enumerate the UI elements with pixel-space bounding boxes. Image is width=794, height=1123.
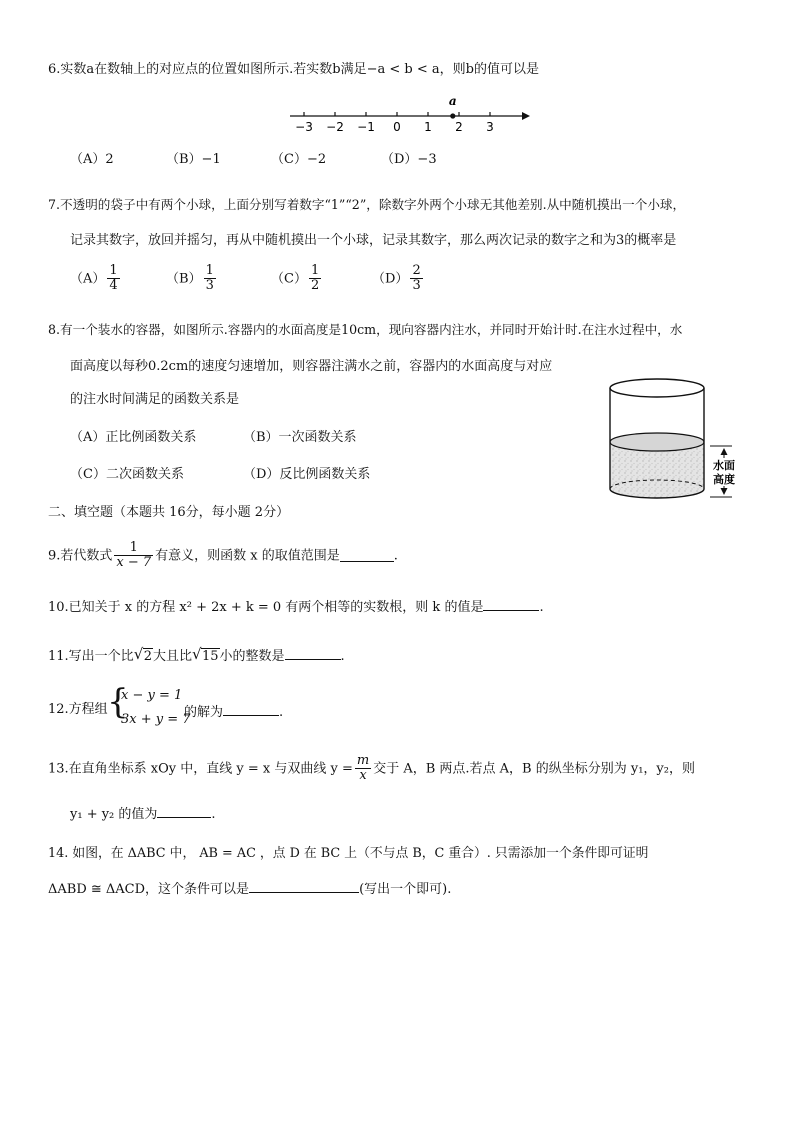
q6-stem: 6.实数a在数轴上的对应点的位置如图所示.若实数b满足−a < b < a，则b的值可以是	[48, 62, 539, 77]
number-line-tick-label: −1	[357, 120, 375, 134]
q7-option-a-den: 4	[109, 278, 118, 294]
q7-option-a	[70, 264, 122, 294]
q9-prefix: 9.若代数式	[48, 548, 113, 564]
container-rim	[610, 379, 704, 397]
q9-period: .	[393, 548, 398, 564]
q7-option-d-label: （D）	[372, 271, 409, 287]
q12-prefix: 12.方程组	[48, 702, 108, 717]
q7-option-d	[372, 264, 425, 294]
q7-line1: 7.不透明的袋子中有两个小球，上面分别写着数字“1”“2”，除数字外两个小球无其他差别.从中随机摸出一个小球，	[48, 197, 686, 212]
q8-option-b: （B）一次函数关系	[243, 430, 357, 445]
q9-answer-blank	[340, 549, 394, 562]
q8-line1: 8.有一个装水的容器，如图所示.容器内的水面高度是10cm，现向容器内注水，并同时开始计时.在注水过程中，水	[48, 322, 683, 337]
number-line-arrow	[522, 112, 530, 120]
q13-period: .	[211, 807, 216, 822]
water-surface	[610, 433, 704, 451]
q8-line2: 面高度以每秒0.2cm的速度匀速增加，则容器注满水之前，容器内的水面高度与对应	[70, 359, 553, 374]
q7-option-d-num: 2	[412, 263, 421, 278]
q14-line2	[48, 880, 451, 896]
q12-suffix: 的解为	[184, 705, 224, 720]
q7-option-b-label: （B）	[166, 271, 202, 287]
number-line-tick-label: −2	[326, 120, 344, 134]
q12-period: .	[279, 705, 284, 720]
q7-line2: 记录其数字，放回并摇匀，再从中随机摸出一个小球，记录其数字，那么两次记录的数字之和为3的概率是	[70, 233, 677, 248]
q13-den: x	[359, 768, 367, 784]
q6-option-b: （B）−1	[166, 152, 221, 167]
q6-option-c: （C）−2	[271, 152, 327, 167]
q8-option-d: （D）反比例函数关系	[243, 467, 371, 482]
q10-answer-blank	[483, 598, 539, 611]
height-arrow-down	[721, 488, 728, 495]
q13	[48, 754, 695, 784]
q8-option-a: （A）正比例函数关系	[70, 430, 197, 445]
q12-eq1: x − y = 1	[121, 688, 183, 703]
q14-line1: 14. 如图，在 ΔABC 中， AB = AC ，点 D 在 BC 上（不与点 B，C 重合）. 只需添加一个条件即可证明	[48, 846, 649, 861]
number-line-tick-label: 1	[424, 120, 432, 134]
q11-sqrt-15: √ 15	[191, 645, 219, 664]
q6-option-a: （A）2	[70, 152, 114, 167]
q7-option-c	[271, 264, 323, 294]
number-line-tick-label: 0	[393, 120, 401, 134]
number-line-tick-label: 2	[455, 120, 463, 134]
number-line-point-label: a	[448, 94, 457, 108]
q13-num: m	[356, 753, 370, 768]
q9-num: 1	[114, 541, 153, 556]
q13-prefix: 13.在直角坐标系 xOy 中，直线 y = x 与双曲线 y =	[48, 761, 353, 777]
q7-option-c-label: （C）	[271, 271, 307, 287]
q6-number-line	[286, 92, 531, 134]
q9	[48, 541, 398, 571]
q11-prefix: 11.写出一个比	[48, 649, 134, 664]
q11-period: .	[340, 649, 345, 664]
q14-line2-prefix: ΔABD ≅ ΔACD，这个条件可以是	[48, 882, 250, 897]
q11-sqrt-2: √ 2	[133, 645, 152, 664]
q11-rad-15: 15	[201, 649, 219, 664]
q7-option-a-num: 1	[109, 263, 118, 278]
q7-option-c-den: 2	[310, 278, 320, 294]
q13-line2	[70, 805, 216, 821]
q11-suffix: 小的整数是	[219, 649, 285, 664]
q10	[48, 598, 544, 614]
q13-line2-text: y₁ + y₂ 的值为	[70, 807, 158, 822]
q13-suffix: 交于 A，B 两点.若点 A，B 的纵坐标分别为 y₁，y₂，则	[373, 761, 695, 777]
q9-den: x − 7	[116, 555, 152, 571]
q9-suffix: 有意义，则函数 x 的取值范围是	[155, 548, 340, 564]
height-arrow-up	[721, 448, 728, 455]
q7-option-c-num: 1	[310, 263, 320, 278]
q10-text: 10.已知关于 x 的方程 x² + 2x + k = 0 有两个相等的实数根，则 k 的值是	[48, 600, 484, 615]
q8-container-figure	[606, 376, 756, 506]
q7-option-d-den: 3	[412, 278, 421, 294]
height-label-2: 高度	[713, 473, 735, 486]
q13-answer-blank	[157, 805, 211, 818]
q10-period: .	[539, 600, 544, 615]
q12-tail	[184, 703, 283, 719]
q6-option-d: （D）−3	[381, 152, 437, 167]
q7-option-b-num: 1	[205, 263, 214, 278]
q7-option-a-label: （A）	[70, 271, 106, 287]
q14-line2-suffix: (写出一个即可).	[359, 882, 452, 897]
q12-eq2: 3x + y = 7	[121, 712, 191, 727]
number-line-point-a	[450, 113, 455, 118]
q11-answer-blank	[285, 647, 341, 660]
q12-answer-blank	[223, 703, 279, 716]
q14-answer-blank	[249, 880, 359, 893]
section2-heading: 二、填空题（本题共 16分，每小题 2分）	[48, 505, 290, 520]
number-line-tick-label: 3	[486, 120, 494, 134]
q7-option-b	[166, 264, 218, 294]
q11-rad-2: 2	[143, 649, 152, 664]
q11-mid: 大且比	[152, 649, 192, 664]
q8-line3: 的注水时间满足的函数关系是	[70, 392, 240, 407]
number-line-tick-label: −3	[295, 120, 313, 134]
q7-option-b-den: 3	[205, 278, 214, 294]
q8-option-c: （C）二次函数关系	[70, 467, 184, 482]
q12-brace: {	[107, 682, 129, 722]
q11	[48, 647, 345, 663]
height-label-1: 水面	[713, 459, 735, 472]
